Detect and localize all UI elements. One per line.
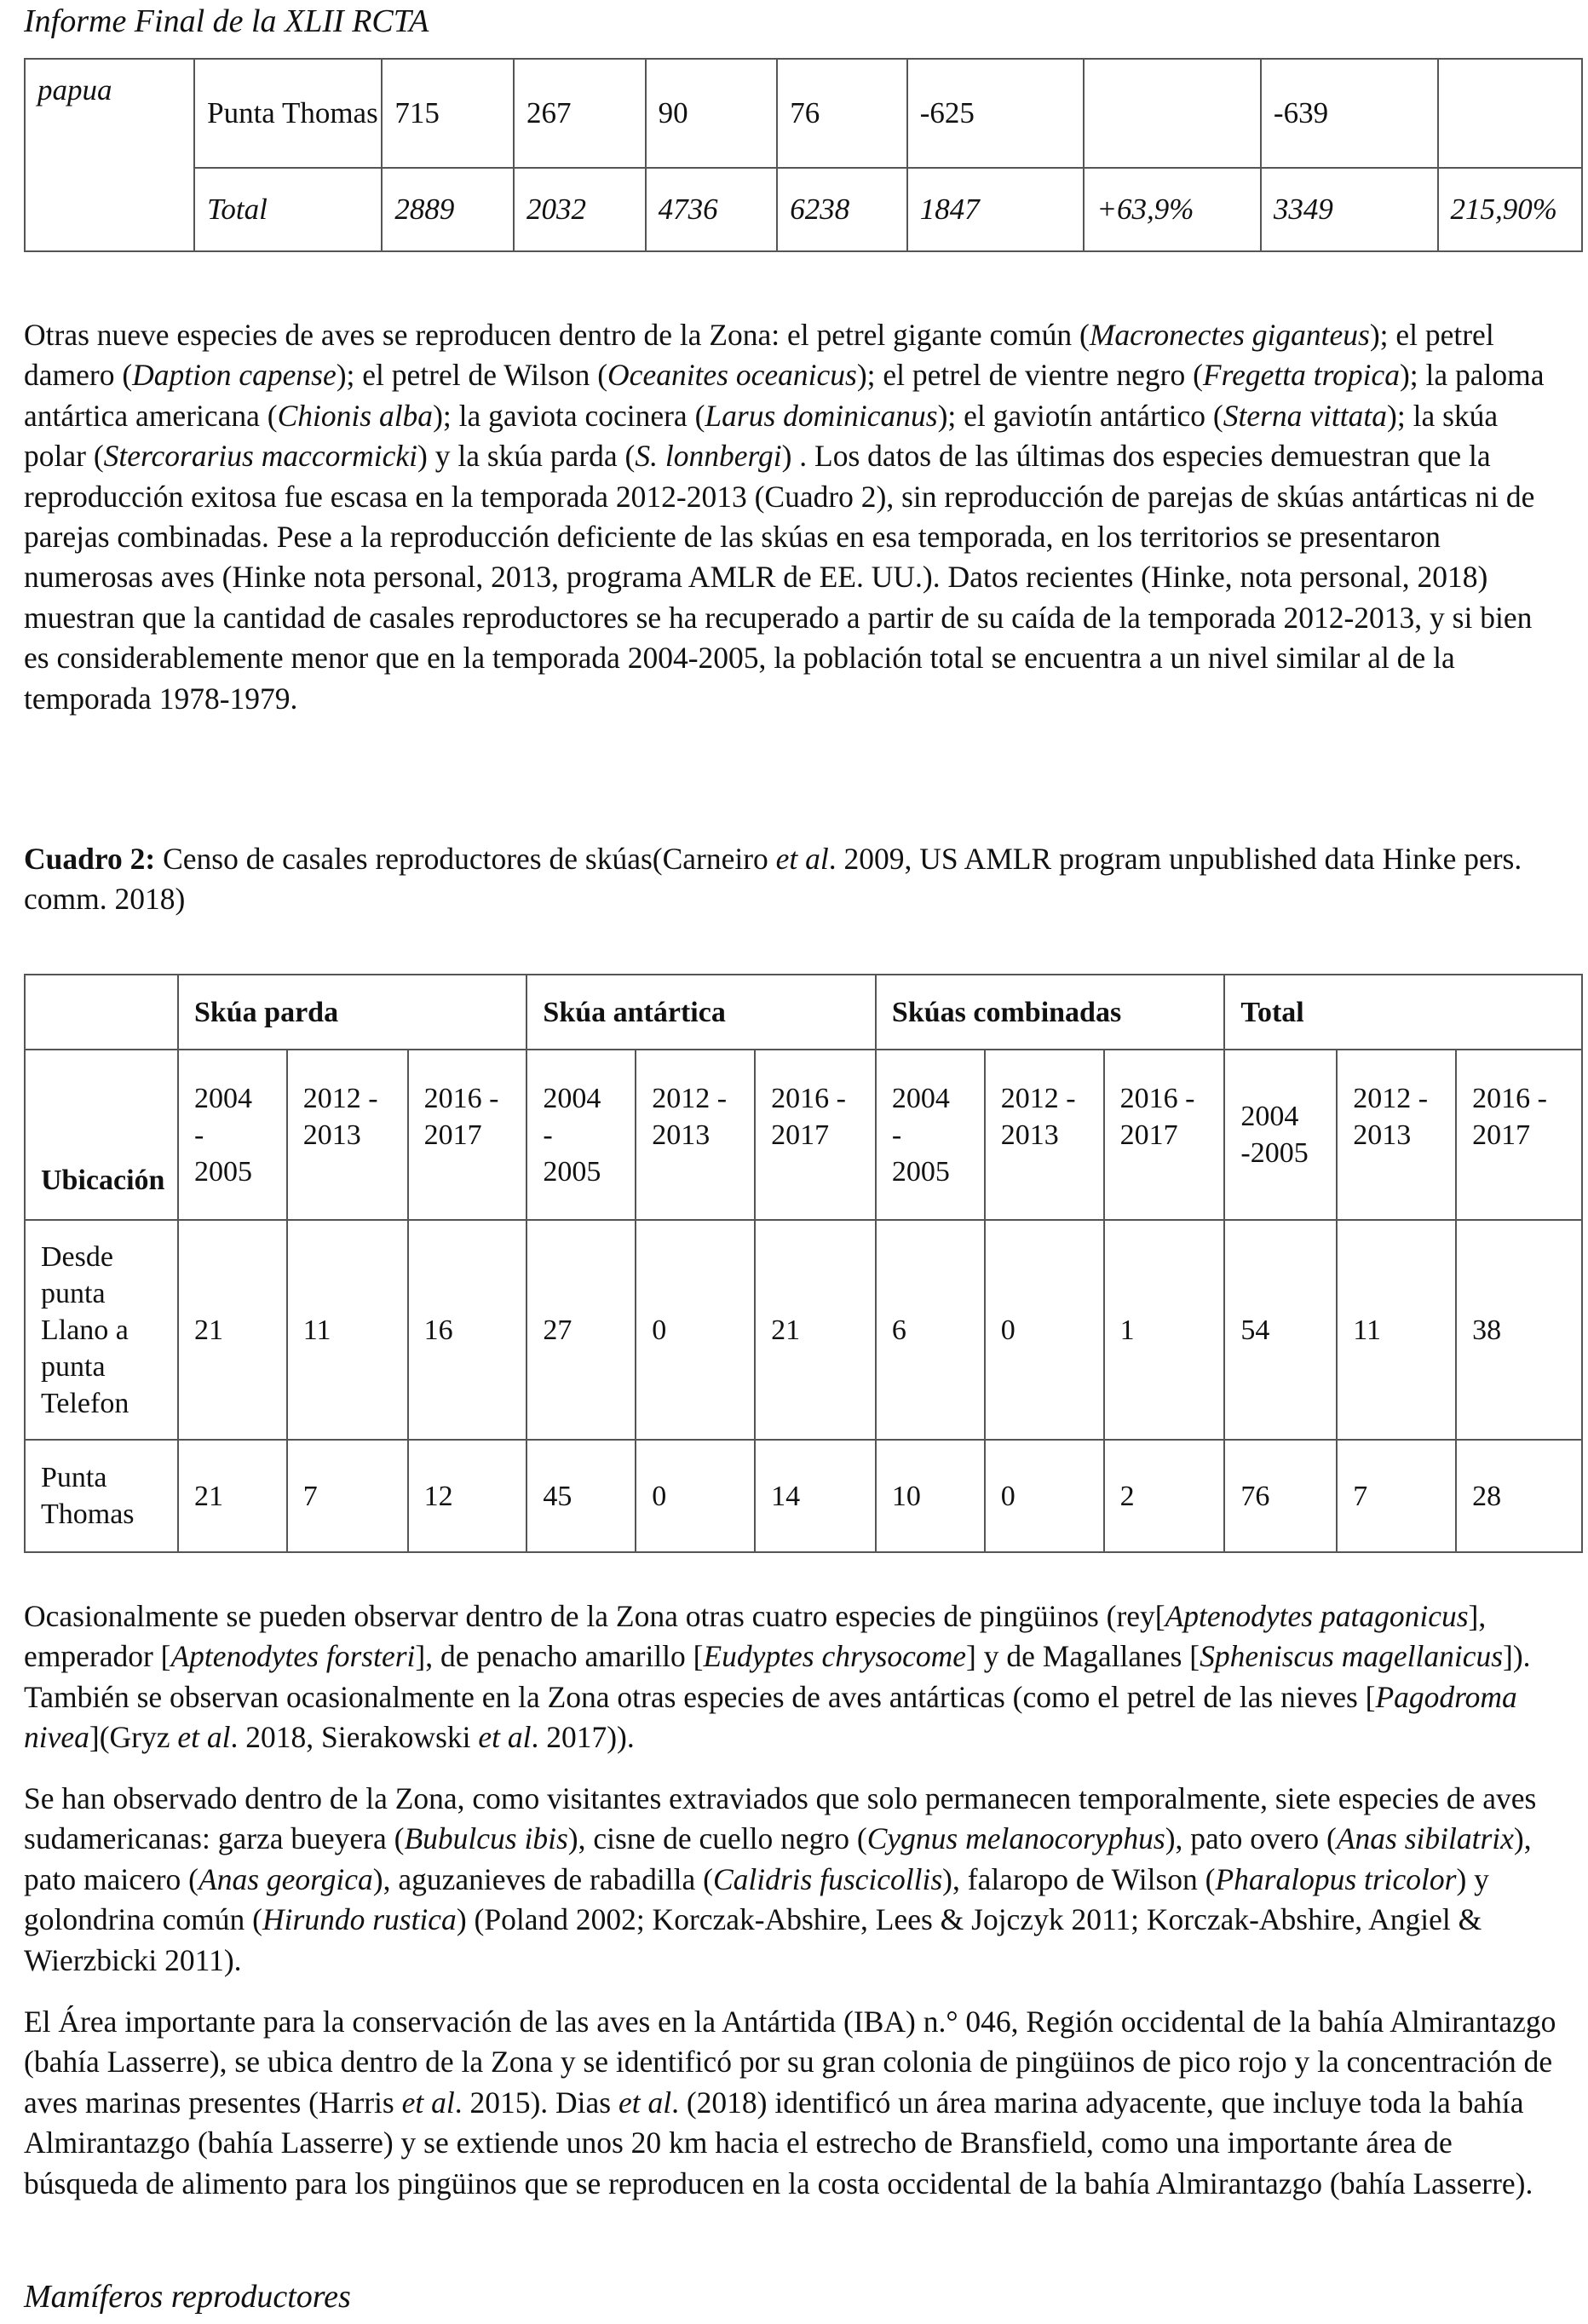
value-cell (1084, 59, 1261, 168)
section-subheading: Mamíferos reproductores (24, 2279, 351, 2315)
paragraph-other-species: Otras nueve especies de aves se reproducen dentro de la Zona: el petrel gigante común (Macronectes giganteus); el petrel damero (Daption capense); el petrel de Wilson (Oceanites oceanicus); el petrel de vientre negro (Fregetta tropica); la paloma antártica americana (Chionis alba); la gaviota cocinera (Larus dominicanus); el gaviotín antártico (Sterna vittata); la skúa polar (Stercorarius maccormicki) y la skúa parda (S. lonnbergi) . Los datos de las últimas dos especies demuestran que la reproducción exitosa fue escasa en la temporada 2012-2013 (Cuadro 2), sin reproducción de parejas de skúas antárticas ni de parejas combinadas. Pese a la reproducción deficiente de las skúas en esa temporada, en los territorios se presentaron numerosas aves (Hinke nota personal, 2013, programa AMLR de EE. UU.). Datos recientes (Hinke, nota personal, 2018) muestran que la cantidad de casales reproductores se ha recuperado a partir de su caída de la temporada 2012-2013, y si bien es considerablemente menor que en la temporada 2004-2005, la población total se encuentra a un nivel similar al de la temporada 1978-1979. (24, 318, 1545, 716)
value-cell: 267 (514, 59, 646, 168)
paragraph-iba: El Área importante para la conservación de las aves en la Antártida (IBA) n.° 046, Región occidental de la bahía Almirantazgo (bahía Lasserre), se ubica dentro de la Zona y se identificó por su gran colonia de pingüinos de pico rojo y la concentración de aves marinas presentes (Harris et al. 2015). Dias et al. (2018) identificó un área marina adyacente, que incluye toda la bahía Almirantazgo (bahía Lasserre) y se extiende unos 20 km hacia el estrecho de Bransfield, como una importante área de búsqueda de alimento para los pingüinos que se reproducen en la costa occidental de la bahía Almirantazgo (bahía Lasserre). (24, 2005, 1556, 2200)
value-cell: -625 (907, 59, 1085, 168)
table-row (25, 1220, 1582, 1440)
value-cell: 0 (636, 1220, 755, 1440)
value-cell: 3349 (1261, 168, 1438, 251)
value-cell: 27 (526, 1220, 636, 1440)
value-cell: 7 (287, 1440, 408, 1552)
value-cell: 1 (1104, 1220, 1225, 1440)
value-cell: -639 (1261, 59, 1438, 168)
value-cell: 2032 (514, 168, 646, 251)
value-cell: 90 (646, 59, 778, 168)
season-header: 2012 - 2013 (985, 1050, 1104, 1220)
season-header: 2012 - 2013 (636, 1050, 755, 1220)
location-header: Ubicación (25, 1050, 178, 1220)
season-header: 2004 -2005 (1224, 1050, 1337, 1220)
group-header: Total (1224, 975, 1582, 1050)
value-cell: 14 (755, 1440, 876, 1552)
value-cell: 7 (1337, 1440, 1456, 1552)
group-header-row (25, 975, 1582, 1050)
table-row-total (25, 168, 1582, 251)
value-cell: 76 (1224, 1440, 1337, 1552)
value-cell: 0 (985, 1440, 1104, 1552)
value-cell: 0 (636, 1440, 755, 1552)
season-header: 2004 - 2005 (526, 1050, 636, 1220)
empty-header-cell (25, 975, 178, 1050)
location-cell: Punta Thomas (25, 1440, 178, 1552)
skua-census-table (24, 974, 1583, 1553)
value-cell: 38 (1456, 1220, 1582, 1440)
value-cell: 0 (985, 1220, 1104, 1440)
value-cell: 215,90% (1438, 168, 1583, 251)
paragraph-occasional-penguins: Ocasionalmente se pueden observar dentro de la Zona otras cuatro especies de pingüinos (rey[Aptenodytes patagonicus], emperador [Aptenodytes forsteri], de penacho amarillo [Eudyptes chrysocome] y de Magallanes [Spheniscus magellanicus]). También se observan ocasionalmente en la Zona otras especies de aves antárticas (como el petrel de las nieves [Pagodroma nivea](Gryz et al. 2018, Sierakowski et al. 2017)). (24, 1599, 1531, 1755)
value-cell: 6238 (777, 168, 907, 251)
table-caption: Cuadro 2: Censo de casales reproductores de skúas(Carneiro et al. 2009, US AMLR program unpublished data Hinke pers. comm. 2018) (24, 842, 1522, 917)
value-cell: 2 (1104, 1440, 1225, 1552)
value-cell: 16 (408, 1220, 527, 1440)
value-cell: 2889 (382, 168, 514, 251)
penguin-census-table-continuation (24, 58, 1583, 252)
table-row (25, 59, 1582, 168)
value-cell: 28 (1456, 1440, 1582, 1552)
group-header: Skúa antártica (526, 975, 875, 1050)
season-header: 2016 - 2017 (755, 1050, 876, 1220)
season-header: 2004 - 2005 (876, 1050, 985, 1220)
value-cell: 76 (777, 59, 907, 168)
value-cell: 12 (408, 1440, 527, 1552)
season-header-row (25, 1050, 1582, 1220)
species-cell: papua (25, 59, 194, 251)
season-header: 2004 - 2005 (178, 1050, 287, 1220)
value-cell (1438, 59, 1583, 168)
value-cell: 45 (526, 1440, 636, 1552)
value-cell: 4736 (646, 168, 778, 251)
value-cell: 21 (178, 1440, 287, 1552)
value-cell: 54 (1224, 1220, 1337, 1440)
value-cell: 1847 (907, 168, 1085, 251)
location-cell: Total (194, 168, 382, 251)
season-header: 2016 - 2017 (408, 1050, 527, 1220)
season-header: 2012 - 2013 (287, 1050, 408, 1220)
season-header: 2016 - 2017 (1456, 1050, 1582, 1220)
season-header: 2016 - 2017 (1104, 1050, 1225, 1220)
table-row (25, 1440, 1582, 1552)
group-header: Skúa parda (178, 975, 526, 1050)
location-cell: Desde punta Llano a punta Telefon (25, 1220, 178, 1440)
value-cell: 6 (876, 1220, 985, 1440)
value-cell: 10 (876, 1440, 985, 1552)
value-cell: 715 (382, 59, 514, 168)
value-cell: 21 (178, 1220, 287, 1440)
value-cell: +63,9% (1084, 168, 1261, 251)
value-cell: 11 (287, 1220, 408, 1440)
location-cell: Punta Thomas (194, 59, 382, 168)
value-cell: 21 (755, 1220, 876, 1440)
group-header: Skúas combinadas (876, 975, 1224, 1050)
value-cell: 11 (1337, 1220, 1456, 1440)
season-header: 2012 - 2013 (1337, 1050, 1456, 1220)
page-header: Informe Final de la XLII RCTA (24, 3, 429, 39)
paragraph-vagrant-species: Se han observado dentro de la Zona, como visitantes extraviados que solo permanecen temporalmente, siete especies de aves sudamericanas: garza bueyera (Bubulcus ibis), cisne de cuello negro (Cygnus melanocoryphus), pato overo (Anas sibilatrix), pato maicero (Anas georgica), aguzanieves de rabadilla (Calidris fuscicollis), falaropo de Wilson (Pharalopus tricolor) y golondrina común (Hirundo rustica) (Poland 2002; Korczak-Abshire, Lees & Jojczyk 2011; Korczak-Abshire, Angiel & Wierzbicki 2011). (24, 1781, 1537, 1977)
